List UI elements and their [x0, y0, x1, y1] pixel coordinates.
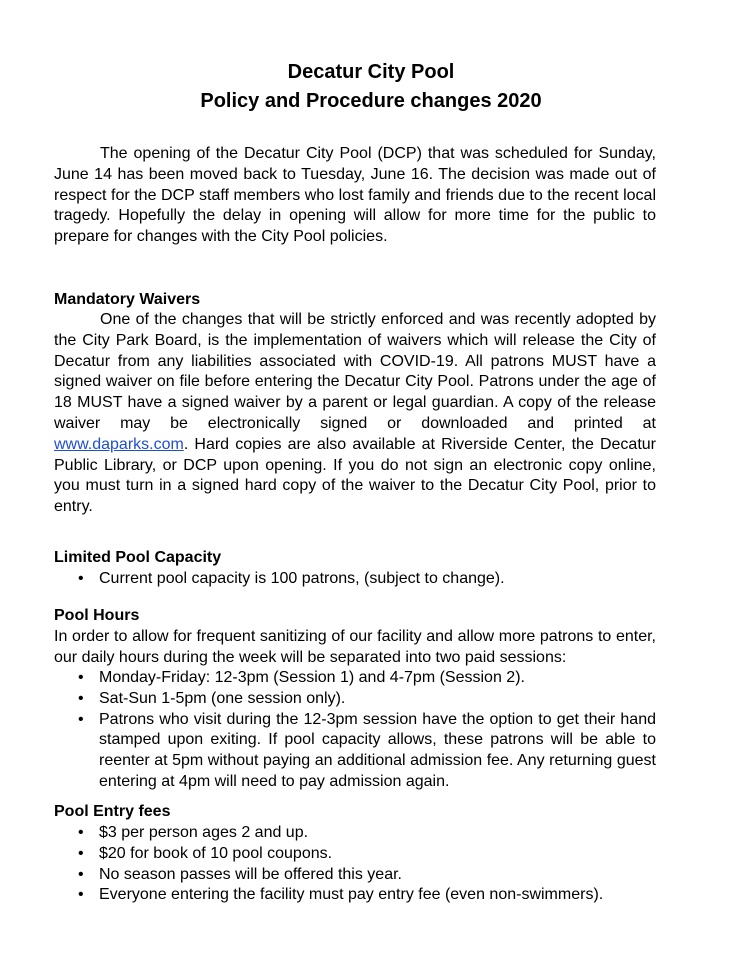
- intro-paragraph: [54, 144, 656, 248]
- fees-heading: Pool Entry fees: [54, 803, 171, 820]
- bullet-icon: •: [78, 844, 84, 862]
- intro-text: The opening of the Decatur City Pool (DCP) that was scheduled for Sunday, June 14 has been moved back to Tuesday, June 16. The decision was made out of respect for the DCP staff members who lost family and friends due to the recent local tragedy. Hopefully the delay in opening will allow for more time for the public to prepare for changes with the City Pool policies.: [54, 145, 656, 246]
- page-subtitle: Policy and Procedure changes 2020: [200, 90, 542, 112]
- list-item: • Sat-Sun 1-5pm (one session only).: [54, 689, 656, 710]
- waivers-paragraph: [54, 310, 656, 518]
- hours-list: [54, 668, 656, 793]
- waivers-heading: Mandatory Waivers: [54, 291, 201, 308]
- waivers-text-1: One of the changes that will be strictly enforced and was recently adopted by the City Park Board, is the implementation of waivers which will release the City of Decatur from any liabilities associated with COVID-19. All patrons MUST have a signed waiver on file before entering the Decatur City Pool. Patrons under the age of 18 MUST have a signed waiver by a parent or legal guardian. A copy of the release waiver may be electronically signed or downloaded and printed at: [54, 311, 656, 432]
- bullet-icon: •: [78, 865, 84, 883]
- fees-list: [54, 823, 656, 906]
- list-item: • Monday-Friday: 12-3pm (Session 1) and 4-7pm (Session 2).: [54, 668, 656, 689]
- list-item: • Everyone entering the facility must pay entry fee (even non-swimmers).: [54, 885, 656, 906]
- page-title: Decatur City Pool: [287, 61, 455, 83]
- daparks-link[interactable]: www.daparks.com: [54, 435, 184, 453]
- list-item: • $3 per person ages 2 and up.: [54, 823, 656, 844]
- list-item: • Patrons who visit during the 12-3pm session have the option to get their hand stamped upon exiting. If pool capacity allows, these patrons will be able to reenter at 5pm without paying an additional admission fee. Any returning guest entering at 4pm will need to pay admission again.: [78, 710, 656, 790]
- waivers-text-2: . Hard copies are also available at Riverside Center, the Decatur Public Library, or DCP upon opening. If you do not sign an electronic copy online, you must turn in a signed hard copy of the waiver to the Decatur City Pool, prior to entry.: [54, 435, 656, 516]
- bullet-icon: •: [78, 886, 84, 904]
- bullet-icon: •: [78, 669, 84, 686]
- bullet-icon: •: [78, 570, 84, 587]
- bullet-icon: •: [78, 710, 84, 728]
- bullet-icon: •: [78, 689, 84, 707]
- list-item: • $20 for book of 10 pool coupons.: [54, 844, 656, 865]
- capacity-list: [54, 569, 656, 590]
- list-item: • Current pool capacity is 100 patrons, (subject to change).: [54, 569, 656, 590]
- bullet-icon: •: [78, 824, 84, 841]
- hours-heading: Pool Hours: [54, 607, 140, 624]
- capacity-heading: Limited Pool Capacity: [54, 549, 222, 566]
- hours-intro: In order to allow for frequent sanitizing of our facility and allow more patrons to enter, our daily hours during the week will be separated into two paid sessions:: [54, 628, 656, 666]
- list-item: • No season passes will be offered this year.: [54, 865, 656, 886]
